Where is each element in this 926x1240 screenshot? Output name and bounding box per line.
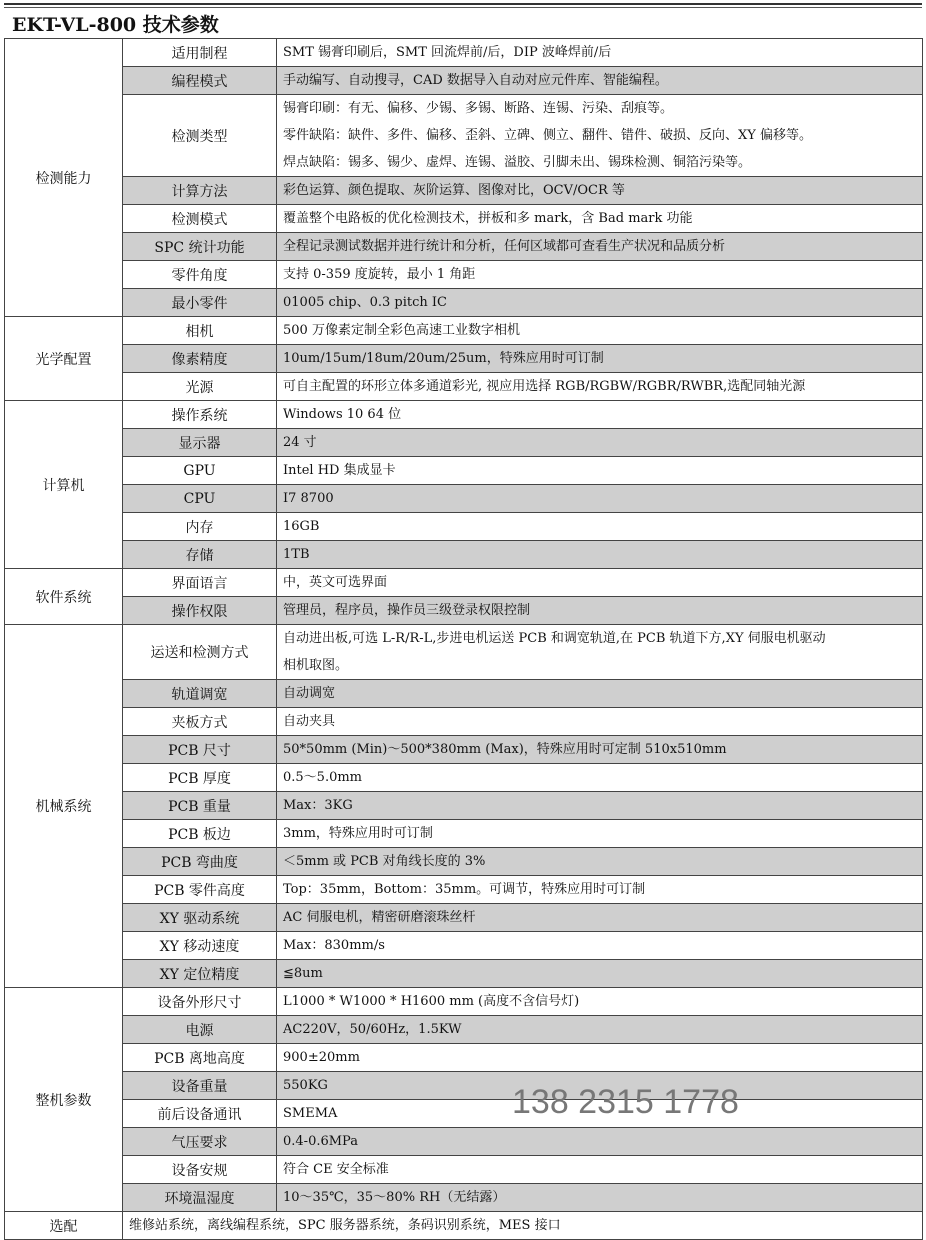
spec-row [5,625,923,680]
param-value-line: Windows 10 64 位 [283,407,402,422]
spec-row [5,960,923,988]
param-value-line: 0.4-0.6MPa [283,1134,358,1149]
param-name-cell: CPU [123,485,277,513]
param-value-line: 0.5～5.0mm [283,770,363,785]
phone-watermark: 138 2315 1778 [512,1083,739,1121]
param-name-cell: 前后设备通讯 [123,1100,277,1128]
param-value-line: 24 寸 [283,435,317,450]
options-row [5,1212,923,1240]
spec-row [5,205,923,233]
param-value-line: 锡膏印刷：有无、偏移、少锡、多锡、断路、连锡、污染、刮痕等。 [283,101,674,116]
category-cell: 软件系统 [5,569,123,625]
param-name-cell: PCB 弯曲度 [123,848,277,876]
param-name-cell: 气压要求 [123,1128,277,1156]
spec-row [5,1156,923,1184]
param-value-line: 管理员，程序员，操作员三级登录权限控制 [283,603,531,618]
param-name-cell: 设备安规 [123,1156,277,1184]
spec-row [5,345,923,373]
param-name-cell: 环境温湿度 [123,1184,277,1212]
spec-row [5,848,923,876]
param-value-line: 10～35℃，35～80% RH（无结露） [283,1190,506,1205]
param-name-cell: XY 驱动系统 [123,904,277,932]
param-value-cell [277,876,923,904]
param-name-cell: 零件角度 [123,261,277,289]
param-value-cell [277,485,923,513]
spec-row [5,932,923,960]
param-value-cell [277,205,923,233]
param-value-line: 零件缺陷：缺件、多件、偏移、歪斜、立碑、侧立、翻件、错件、破损、反向、XY 偏移等。 [283,128,812,143]
param-name-cell: 操作权限 [123,597,277,625]
param-name-cell: 光源 [123,373,277,401]
param-value-cell [277,401,923,429]
param-name-cell: PCB 尺寸 [123,736,277,764]
spec-row [5,261,923,289]
param-value-line: I7 8700 [283,491,334,506]
spec-row [5,289,923,317]
param-name-cell: XY 移动速度 [123,932,277,960]
param-value-cell [277,1128,923,1156]
spec-row [5,569,923,597]
param-value-cell [277,67,923,95]
spec-row [5,988,923,1016]
param-name-cell: 检测类型 [123,95,277,177]
param-name-cell: 相机 [123,317,277,345]
spec-row [5,233,923,261]
param-value-line: Intel HD 集成显卡 [283,463,396,478]
spec-row [5,317,923,345]
param-value-line: ＜5mm 或 PCB 对角线长度的 3% [283,854,486,869]
param-name-cell: 计算方法 [123,177,277,205]
param-value-cell [277,429,923,457]
spec-row [5,67,923,95]
param-value-cell [277,904,923,932]
param-value-cell [277,1044,923,1072]
param-value-cell [277,457,923,485]
param-value-line: ≦8um [283,966,323,981]
category-cell: 检测能力 [5,39,123,317]
param-value-line: 焊点缺陷：锡多、锡少、虚焊、连锡、溢胶、引脚未出、锡珠检测、铜箔污染等。 [283,155,752,170]
param-value-line: 自动调宽 [283,686,336,701]
param-name-cell: 夹板方式 [123,708,277,736]
param-value-cell [277,680,923,708]
param-value-cell [277,1016,923,1044]
param-value-cell [277,177,923,205]
param-value-line: 自动夹具 [283,714,336,729]
param-value-line: 中，英文可选界面 [283,575,388,590]
param-value-line: Max：830mm/s [283,938,385,953]
param-name-cell: PCB 厚度 [123,764,277,792]
param-value-cell [277,820,923,848]
param-value-line: L1000 * W1000 * H1600 mm (高度不含信号灯) [283,994,580,1009]
param-value-line: 彩色运算、颜色提取、灰阶运算、图像对比，OCV/OCR 等 [283,183,625,198]
param-name-cell: 像素精度 [123,345,277,373]
param-value-cell [277,317,923,345]
spec-row [5,680,923,708]
param-value-line: AC 伺服电机，精密研磨滚珠丝杆 [283,910,476,925]
param-name-cell: PCB 板边 [123,820,277,848]
param-value-line: 可自主配置的环形立体多通道彩光, 视应用选择 RGB/RGBW/RGBR/RWBR,选配同轴光源 [283,379,806,394]
param-value-cell [277,848,923,876]
param-value-line: Max：3KG [283,798,353,813]
spec-row [5,1072,923,1100]
param-value-line: AC220V，50/60Hz，1.5KW [283,1022,462,1037]
param-name-cell: PCB 零件高度 [123,876,277,904]
param-name-cell: 操作系统 [123,401,277,429]
param-value-line: Top：35mm，Bottom：35mm。可调节，特殊应用时可订制 [283,882,646,897]
param-value-line: 50*50mm (Min)～500*380mm (Max)，特殊应用时可定制 510x510mm [283,742,727,757]
category-cell: 光学配置 [5,317,123,401]
param-value-cell [277,289,923,317]
param-value-cell [277,932,923,960]
spec-row [5,597,923,625]
category-cell: 整机参数 [5,988,123,1212]
spec-row [5,95,923,177]
param-value-cell [277,625,923,680]
param-value-line: 覆盖整个电路板的优化检测技术，拼板和多 mark，含 Bad mark 功能 [283,211,693,226]
param-value-line: 10um/15um/18um/20um/25um，特殊应用时可订制 [283,351,604,366]
param-value-line: 500 万像素定制全彩色高速工业数字相机 [283,323,520,338]
param-value-line: 自动进出板,可选 L-R/R-L,步进电机运送 PCB 和调宽轨道,在 PCB 轨道下方,XY 伺服电机驱动 [283,631,826,646]
param-name-cell: 检测模式 [123,205,277,233]
param-value-cell [277,95,923,177]
param-value-cell [277,513,923,541]
options-category-cell: 选配 [5,1212,123,1240]
spec-row [5,1100,923,1128]
spec-row [5,1184,923,1212]
category-cell: 计算机 [5,401,123,569]
param-value-line: SMEMA [283,1106,338,1121]
param-name-cell: PCB 离地高度 [123,1044,277,1072]
param-value-cell [277,345,923,373]
spec-table-body [5,39,923,1240]
param-value-cell [277,541,923,569]
spec-row [5,904,923,932]
param-value-cell [277,1184,923,1212]
spec-row [5,764,923,792]
param-value-line: 手动编写、自动搜寻，CAD 数据导入自动对应元件库、智能编程。 [283,73,668,88]
param-name-cell: 运送和检测方式 [123,625,277,680]
spec-row [5,457,923,485]
spec-row [5,485,923,513]
spec-row [5,373,923,401]
param-value-line: 全程记录测试数据并进行统计和分析，任何区域都可查看生产状况和品质分析 [283,239,726,254]
param-name-cell: 适用制程 [123,39,277,67]
options-value-cell: 维修站系统，离线编程系统，SPC 服务器系统，条码识别系统，MES 接口 [123,1212,923,1240]
param-name-cell: GPU [123,457,277,485]
param-name-cell: 存储 [123,541,277,569]
spec-row [5,1016,923,1044]
param-name-cell: 最小零件 [123,289,277,317]
spec-row [5,820,923,848]
param-value-cell [277,373,923,401]
param-value-line: 1TB [283,547,310,562]
spec-row [5,513,923,541]
spec-row [5,177,923,205]
param-value-line: 支持 0-359 度旋转，最小 1 角距 [283,267,476,282]
param-value-cell [277,764,923,792]
title-bar [4,0,922,38]
param-name-cell: 设备重量 [123,1072,277,1100]
param-value-cell [277,233,923,261]
param-value-line: 550KG [283,1078,328,1093]
spec-row [5,541,923,569]
page-title: EKT-VL-800 技术参数 [12,14,219,36]
spec-row [5,39,923,67]
param-value-line: SMT 锡膏印刷后，SMT 回流焊前/后，DIP 波峰焊前/后 [283,45,612,60]
spec-row [5,792,923,820]
spec-row [5,736,923,764]
param-name-cell: 编程模式 [123,67,277,95]
param-value-line: 01005 chip、0.3 pitch IC [283,295,447,310]
param-name-cell: 轨道调宽 [123,680,277,708]
param-name-cell: PCB 重量 [123,792,277,820]
spec-row [5,708,923,736]
param-name-cell: 内存 [123,513,277,541]
param-value-line: 900±20mm [283,1050,360,1065]
param-name-cell: 界面语言 [123,569,277,597]
param-value-cell [277,988,923,1016]
param-value-cell [277,960,923,988]
param-name-cell: 电源 [123,1016,277,1044]
category-cell: 机械系统 [5,625,123,988]
param-value-line: 符合 CE 安全标准 [283,1162,389,1177]
param-name-cell: SPC 统计功能 [123,233,277,261]
param-value-cell [277,1156,923,1184]
param-value-cell [277,736,923,764]
param-value-cell [277,261,923,289]
param-value-line: 相机取图。 [283,658,349,673]
spec-row [5,1128,923,1156]
param-value-cell [277,597,923,625]
spec-table [4,38,923,1240]
param-value-cell [277,39,923,67]
spec-row [5,1044,923,1072]
spec-row [5,401,923,429]
param-value-cell [277,792,923,820]
spec-row [5,876,923,904]
param-name-cell: XY 定位精度 [123,960,277,988]
param-name-cell: 显示器 [123,429,277,457]
spec-row [5,429,923,457]
title-rule-thin [4,7,922,8]
param-value-cell [277,708,923,736]
param-value-line: 3mm，特殊应用时可订制 [283,826,433,841]
title-rule-thick [4,3,922,5]
param-name-cell: 设备外形尺寸 [123,988,277,1016]
param-value-cell [277,569,923,597]
param-value-line: 16GB [283,519,320,534]
